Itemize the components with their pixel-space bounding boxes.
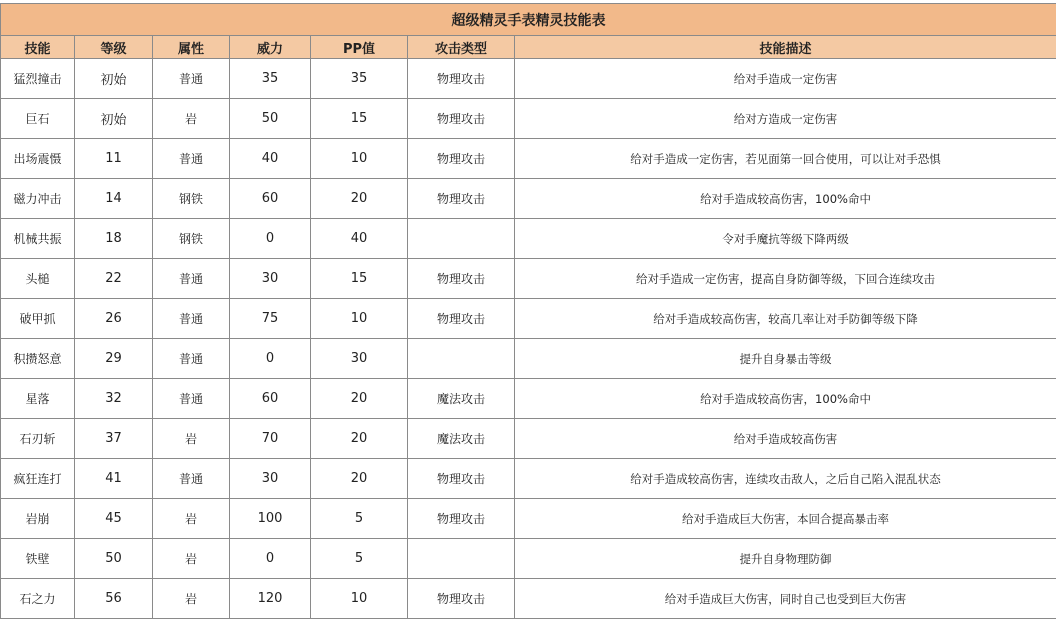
type-cell: 普通 <box>153 259 230 299</box>
skill-name-cell: 石之力 <box>1 579 75 619</box>
attack-type-cell: 物理攻击 <box>408 499 515 539</box>
attack-type-cell: 物理攻击 <box>408 459 515 499</box>
level-cell: 26 <box>75 299 153 339</box>
description-cell: 提升自身暴击等级 <box>515 339 1056 379</box>
description-cell: 给对手造成一定伤害，提高自身防御等级，下回合连续攻击 <box>515 259 1056 299</box>
table-row <box>1 59 1056 99</box>
power-cell: 60 <box>230 179 311 219</box>
table-row <box>1 179 1056 219</box>
level-cell: 初始 <box>75 99 153 139</box>
attack-type-cell: 物理攻击 <box>408 179 515 219</box>
level-cell: 14 <box>75 179 153 219</box>
pp-cell: 30 <box>311 339 408 379</box>
type-cell: 钢铁 <box>153 179 230 219</box>
skill-name-cell: 头槌 <box>1 259 75 299</box>
level-cell: 37 <box>75 419 153 459</box>
pp-cell: 15 <box>311 99 408 139</box>
level-cell: 29 <box>75 339 153 379</box>
power-cell: 60 <box>230 379 311 419</box>
table-row <box>1 259 1056 299</box>
attack-type-cell: 物理攻击 <box>408 99 515 139</box>
type-cell: 岩 <box>153 579 230 619</box>
skill-header: 技能 <box>1 36 75 59</box>
skill-name-cell: 机械共振 <box>1 219 75 259</box>
attack-type-cell: 物理攻击 <box>408 259 515 299</box>
type-cell: 普通 <box>153 379 230 419</box>
power-cell: 30 <box>230 459 311 499</box>
pp-cell: 20 <box>311 179 408 219</box>
description-cell: 给对手造成较高伤害，100%命中 <box>515 179 1056 219</box>
level-cell: 11 <box>75 139 153 179</box>
attack-type-cell <box>408 219 515 259</box>
skill-name-cell: 积攒怒意 <box>1 339 75 379</box>
description-cell: 给对手造成较高伤害，100%命中 <box>515 379 1056 419</box>
description-cell: 给对手造成较高伤害，较高几率让对手防御等级下降 <box>515 299 1056 339</box>
level-cell: 初始 <box>75 59 153 99</box>
pp-cell: 35 <box>311 59 408 99</box>
type-cell: 普通 <box>153 339 230 379</box>
table-row <box>1 419 1056 459</box>
skill-name-cell: 铁壁 <box>1 539 75 579</box>
attack-type-header: 攻击类型 <box>408 36 515 59</box>
description-cell: 给对手造成较高伤害 <box>515 419 1056 459</box>
attack-type-cell: 物理攻击 <box>408 59 515 99</box>
table-row <box>1 459 1056 499</box>
description-cell: 给对手造成巨大伤害，同时自己也受到巨大伤害 <box>515 579 1056 619</box>
attack-type-cell <box>408 539 515 579</box>
level-cell: 50 <box>75 539 153 579</box>
skill-name-cell: 猛烈撞击 <box>1 59 75 99</box>
table-row <box>1 99 1056 139</box>
description-cell: 给对方造成一定伤害 <box>515 99 1056 139</box>
attack-type-cell: 物理攻击 <box>408 299 515 339</box>
description-cell: 给对手造成一定伤害，若见面第一回合使用，可以让对手恐惧 <box>515 139 1056 179</box>
power-header: 威力 <box>230 36 311 59</box>
skill-name-cell: 磁力冲击 <box>1 179 75 219</box>
skill-name-cell: 疯狂连打 <box>1 459 75 499</box>
header-row <box>1 36 1056 59</box>
power-cell: 100 <box>230 499 311 539</box>
description-cell: 提升自身物理防御 <box>515 539 1056 579</box>
power-cell: 50 <box>230 99 311 139</box>
type-cell: 普通 <box>153 59 230 99</box>
table-body <box>1 59 1056 619</box>
level-header: 等级 <box>75 36 153 59</box>
pp-cell: 10 <box>311 299 408 339</box>
table-row <box>1 139 1056 179</box>
type-cell: 普通 <box>153 139 230 179</box>
power-cell: 75 <box>230 299 311 339</box>
pp-cell: 5 <box>311 499 408 539</box>
pp-cell: 15 <box>311 259 408 299</box>
type-cell: 岩 <box>153 539 230 579</box>
pp-cell: 20 <box>311 459 408 499</box>
table-row <box>1 339 1056 379</box>
attack-type-cell: 物理攻击 <box>408 139 515 179</box>
pp-cell: 20 <box>311 419 408 459</box>
skill-name-cell: 破甲抓 <box>1 299 75 339</box>
description-cell: 给对手造成较高伤害，连续攻击敌人，之后自己陷入混乱状态 <box>515 459 1056 499</box>
power-cell: 120 <box>230 579 311 619</box>
level-cell: 18 <box>75 219 153 259</box>
table-row <box>1 219 1056 259</box>
table-row <box>1 379 1056 419</box>
level-cell: 22 <box>75 259 153 299</box>
power-cell: 70 <box>230 419 311 459</box>
power-cell: 0 <box>230 339 311 379</box>
description-cell: 给对手造成巨大伤害，本回合提高暴击率 <box>515 499 1056 539</box>
pp-cell: 20 <box>311 379 408 419</box>
type-header: 属性 <box>153 36 230 59</box>
type-cell: 普通 <box>153 459 230 499</box>
attack-type-cell: 魔法攻击 <box>408 419 515 459</box>
table-row <box>1 579 1056 619</box>
skill-name-cell: 巨石 <box>1 99 75 139</box>
type-cell: 普通 <box>153 299 230 339</box>
power-cell: 0 <box>230 219 311 259</box>
attack-type-cell <box>408 339 515 379</box>
level-cell: 41 <box>75 459 153 499</box>
power-cell: 40 <box>230 139 311 179</box>
table-row <box>1 499 1056 539</box>
power-cell: 30 <box>230 259 311 299</box>
skill-name-cell: 石刃斩 <box>1 419 75 459</box>
skill-name-cell: 出场震慑 <box>1 139 75 179</box>
power-cell: 35 <box>230 59 311 99</box>
level-cell: 32 <box>75 379 153 419</box>
type-cell: 岩 <box>153 419 230 459</box>
skill-table <box>0 3 1056 619</box>
description-header: 技能描述 <box>515 36 1056 59</box>
pp-cell: 40 <box>311 219 408 259</box>
pp-cell: 10 <box>311 139 408 179</box>
pp-cell: 10 <box>311 579 408 619</box>
pp-cell: 5 <box>311 539 408 579</box>
skill-name-cell: 星落 <box>1 379 75 419</box>
attack-type-cell: 物理攻击 <box>408 579 515 619</box>
power-cell: 0 <box>230 539 311 579</box>
level-cell: 56 <box>75 579 153 619</box>
description-cell: 令对手魔抗等级下降两级 <box>515 219 1056 259</box>
table-title: 超级精灵手表精灵技能表 <box>1 4 1056 36</box>
table-row <box>1 539 1056 579</box>
level-cell: 45 <box>75 499 153 539</box>
table-row <box>1 299 1056 339</box>
pp-header: PP值 <box>311 36 408 59</box>
type-cell: 岩 <box>153 499 230 539</box>
attack-type-cell: 魔法攻击 <box>408 379 515 419</box>
type-cell: 岩 <box>153 99 230 139</box>
description-cell: 给对手造成一定伤害 <box>515 59 1056 99</box>
skill-name-cell: 岩崩 <box>1 499 75 539</box>
type-cell: 钢铁 <box>153 219 230 259</box>
